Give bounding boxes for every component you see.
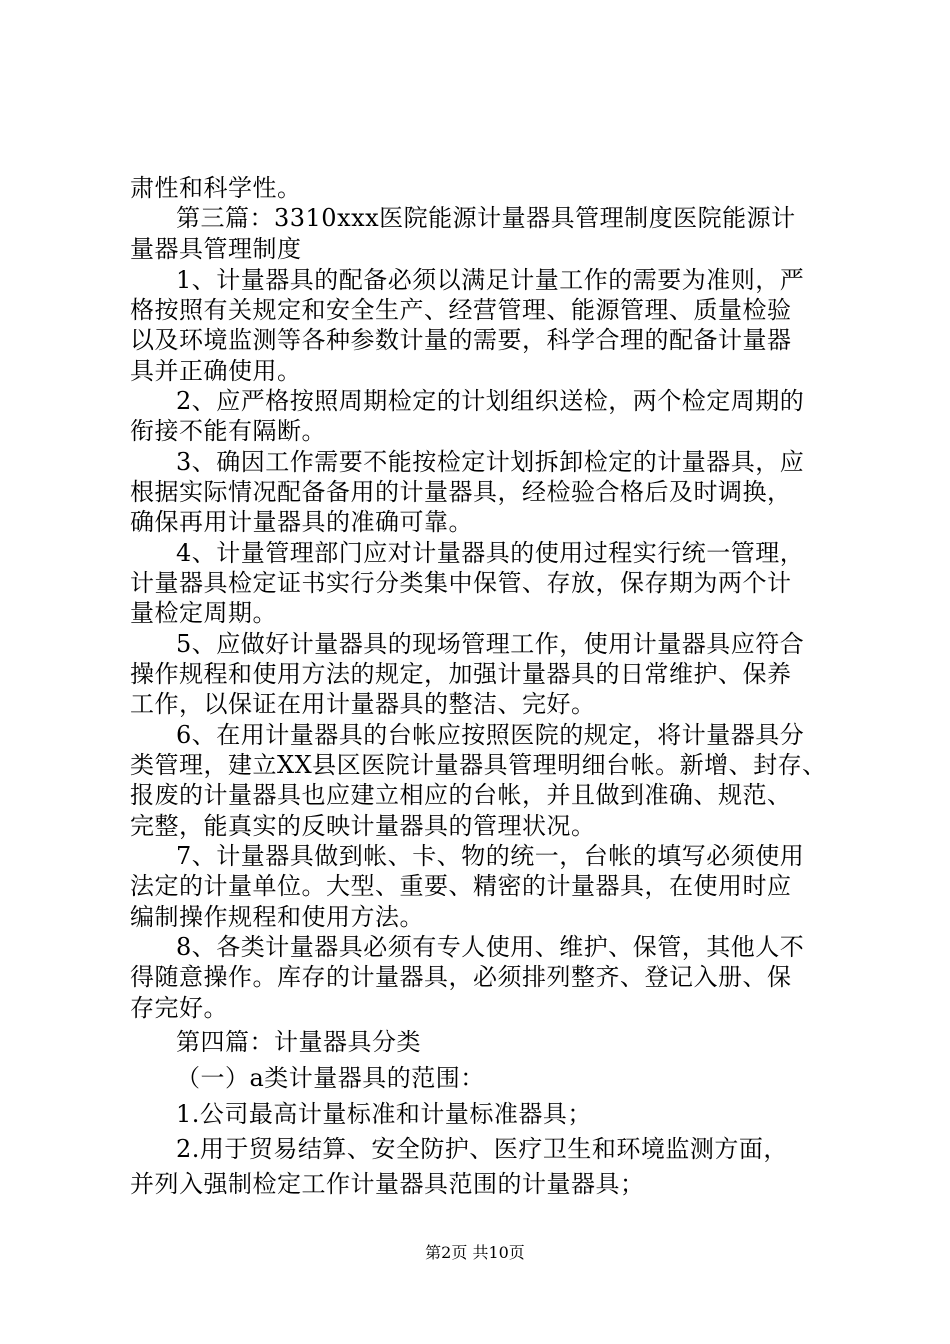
text-line: 工作，以保证在用计量器具的整洁、完好。	[130, 690, 596, 718]
text-line: 计量器具检定证书实行分类集中保管、存放，保存期为两个计	[130, 569, 792, 597]
paragraph-1-line-1: 1、计量器具的配备必须以满足计量工作的需要为准则，严	[176, 266, 805, 294]
text-line: 以及环境监测等各种参数计量的需要，科学合理的配备计量器	[130, 326, 792, 354]
text-line: 编制操作规程和使用方法。	[130, 903, 424, 931]
text-line: 完整，能真实的反映计量器具的管理状况。	[130, 812, 596, 840]
text-line: 存完好。	[130, 994, 228, 1022]
page-footer: 第2页 共10页	[425, 1243, 525, 1262]
paragraph-5-line-1: 5、应做好计量器具的现场管理工作，使用计量器具应符合	[176, 630, 805, 658]
text-line: 量检定周期。	[130, 599, 277, 627]
text-line: 肃性和科学性。	[130, 174, 302, 202]
text-line: 确保再用计量器具的准确可靠。	[130, 508, 473, 536]
text-line: 报废的计量器具也应建立相应的台帐，并且做到准确、规范、	[130, 781, 792, 809]
section-heading-4: 第四篇：计量器具分类	[176, 1028, 421, 1056]
paragraph-8-line-1: 8、各类计量器具必须有专人使用、维护、保管，其他人不	[176, 933, 805, 961]
list-item-2: 2.用于贸易结算、安全防护、医疗卫生和环境监测方面，	[176, 1135, 788, 1163]
text-line: 类管理，建立XX县区医院计量器具管理明细台帐。新增、封存、	[130, 751, 827, 779]
paragraph-7-line-1: 7、计量器具做到帐、卡、物的统一，台帐的填写必须使用	[176, 842, 805, 870]
text-line: 具并正确使用。	[130, 357, 302, 385]
list-item-2-continued: 并列入强制检定工作计量器具范围的计量器具；	[130, 1170, 645, 1198]
text-line: 格按照有关规定和安全生产、经营管理、能源管理、质量检验	[130, 296, 792, 324]
paragraph-2-line-1: 2、应严格按照周期检定的计划组织送检，两个检定周期的	[176, 387, 805, 415]
text-line: 操作规程和使用方法的规定，加强计量器具的日常维护、保养	[130, 660, 792, 688]
paragraph-4-line-1: 4、计量管理部门应对计量器具的使用过程实行统一管理，	[176, 539, 805, 567]
text-line: 衔接不能有隔断。	[130, 417, 326, 445]
text-line: 法定的计量单位。大型、重要、精密的计量器具，在使用时应	[130, 872, 792, 900]
section-heading-continued: 量器具管理制度	[130, 235, 302, 263]
paragraph-6-line-1: 6、在用计量器具的台帐应按照医院的规定，将计量器具分	[176, 721, 805, 749]
section-heading: 第三篇：3310xxx医院能源计量器具管理制度医院能源计	[176, 204, 796, 232]
text-line: 得随意操作。库存的计量器具，必须排列整齐、登记入册、保	[130, 963, 792, 991]
list-item-1: 1.公司最高计量标准和计量标准器具；	[176, 1100, 592, 1128]
subsection-heading: （一）a类计量器具的范围：	[176, 1064, 485, 1092]
paragraph-3-line-1: 3、确因工作需要不能按检定计划拆卸检定的计量器具，应	[176, 448, 805, 476]
text-line: 根据实际情况配备备用的计量器具，经检验合格后及时调换，	[130, 478, 792, 506]
